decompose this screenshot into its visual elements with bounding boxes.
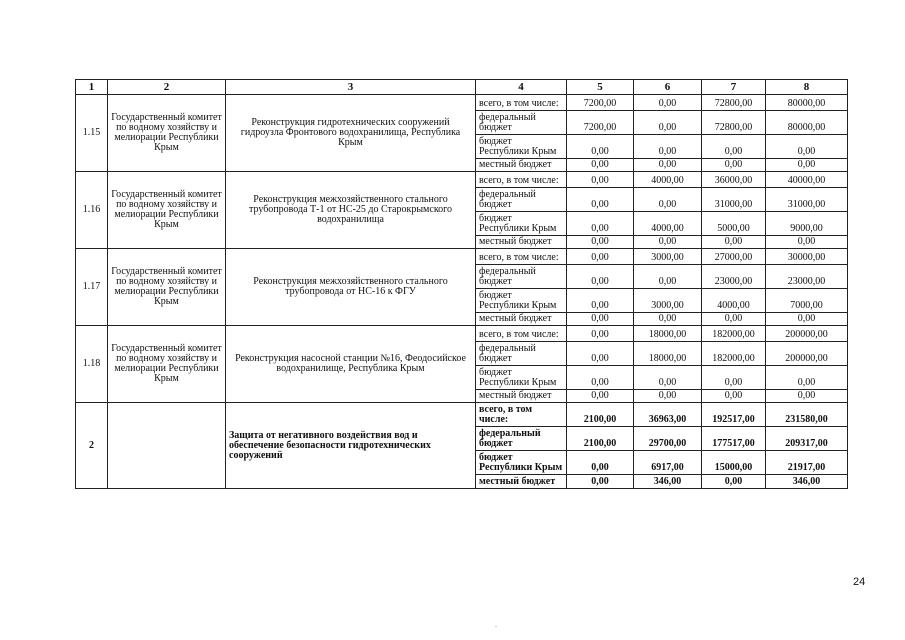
funding-source: всего, в том числе:: [476, 95, 567, 111]
value-col-8: 209317,00: [766, 427, 848, 451]
value-col-6: 0,00: [634, 188, 702, 212]
funding-source: федеральный бюджет: [476, 427, 567, 451]
value-col-5: 0,00: [567, 159, 634, 172]
value-col-8: 0,00: [766, 313, 848, 326]
value-col-7: 177517,00: [702, 427, 766, 451]
value-col-5: 0,00: [567, 265, 634, 289]
value-col-7: 0,00: [702, 135, 766, 159]
table-body: [76, 80, 848, 489]
header-cell-6: 6: [634, 80, 702, 95]
value-col-5: 7200,00: [567, 111, 634, 135]
value-col-6: 4000,00: [634, 172, 702, 188]
row-number: 1.17: [76, 249, 108, 326]
measure-name: Реконструкция гидротехнических сооружений гидроузла Фронтового водохранилища, Республика Крым: [226, 95, 476, 172]
row-number: 1.15: [76, 95, 108, 172]
responsible-org: Государственный комитет по водному хозяйству и мелиорации Республики Крым: [108, 95, 226, 172]
value-col-5: 2100,00: [567, 403, 634, 427]
value-col-6: 0,00: [634, 236, 702, 249]
value-col-8: 200000,00: [766, 326, 848, 342]
responsible-org: Государственный комитет по водному хозяйству и мелиорации Республики Крым: [108, 326, 226, 403]
value-col-6: 0,00: [634, 366, 702, 390]
value-col-7: 0,00: [702, 236, 766, 249]
funding-source: местный бюджет: [476, 390, 567, 403]
value-col-5: 0,00: [567, 135, 634, 159]
funding-source: федеральный бюджет: [476, 111, 567, 135]
measure-name: Реконструкция межхозяйственного стального трубопровода Т-1 от НС-25 до Старокрымского водохранилища: [226, 172, 476, 249]
measure-name: Реконструкция межхозяйственного стального трубопровода от НС-16 к ФГУ: [226, 249, 476, 326]
row-number: 2: [76, 403, 108, 489]
value-col-7: 0,00: [702, 366, 766, 390]
value-col-8: 7000,00: [766, 289, 848, 313]
header-cell-8: 8: [766, 80, 848, 95]
row-number: 1.16: [76, 172, 108, 249]
funding-source: бюджет Республики Крым: [476, 135, 567, 159]
funding-source: местный бюджет: [476, 313, 567, 326]
value-col-7: 0,00: [702, 390, 766, 403]
funding-source: всего, в том числе:: [476, 326, 567, 342]
funding-source: федеральный бюджет: [476, 342, 567, 366]
value-col-5: 2100,00: [567, 427, 634, 451]
funding-source: федеральный бюджет: [476, 265, 567, 289]
page-number: 24: [853, 576, 866, 588]
value-col-8: 0,00: [766, 236, 848, 249]
value-col-6: 4000,00: [634, 212, 702, 236]
funding-source: федеральный бюджет: [476, 188, 567, 212]
value-col-7: 4000,00: [702, 289, 766, 313]
value-col-7: 0,00: [702, 159, 766, 172]
value-col-6: 0,00: [634, 313, 702, 326]
value-col-5: 0,00: [567, 289, 634, 313]
value-col-8: 9000,00: [766, 212, 848, 236]
value-col-7: 182000,00: [702, 342, 766, 366]
value-col-5: 0,00: [567, 342, 634, 366]
funding-source: бюджет Республики Крым: [476, 451, 567, 475]
value-col-7: 15000,00: [702, 451, 766, 475]
measure-name: Реконструкция насосной станции №16, Феодосийское водохранилище, Республика Крым: [226, 326, 476, 403]
value-col-6: 18000,00: [634, 342, 702, 366]
responsible-org: Государственный комитет по водному хозяйству и мелиорации Республики Крым: [108, 249, 226, 326]
value-col-8: 0,00: [766, 135, 848, 159]
funding-source: бюджет Республики Крым: [476, 366, 567, 390]
funding-source: всего, в том числе:: [476, 403, 567, 427]
value-col-8: 80000,00: [766, 111, 848, 135]
value-col-8: 21917,00: [766, 451, 848, 475]
value-col-5: 0,00: [567, 172, 634, 188]
page-mark: .: [495, 620, 497, 629]
value-col-5: 0,00: [567, 451, 634, 475]
value-col-8: 23000,00: [766, 265, 848, 289]
value-col-6: 29700,00: [634, 427, 702, 451]
value-col-6: 3000,00: [634, 289, 702, 313]
value-col-5: 7200,00: [567, 95, 634, 111]
value-col-8: 31000,00: [766, 188, 848, 212]
funding-source: бюджет Республики Крым: [476, 289, 567, 313]
value-col-8: 30000,00: [766, 249, 848, 265]
value-col-8: 80000,00: [766, 95, 848, 111]
value-col-8: 0,00: [766, 159, 848, 172]
value-col-5: 0,00: [567, 475, 634, 489]
value-col-7: 23000,00: [702, 265, 766, 289]
table-row: [76, 95, 848, 111]
value-col-7: 72800,00: [702, 111, 766, 135]
value-col-6: 0,00: [634, 111, 702, 135]
value-col-5: 0,00: [567, 249, 634, 265]
value-col-6: 0,00: [634, 159, 702, 172]
value-col-5: 0,00: [567, 236, 634, 249]
header-cell-7: 7: [702, 80, 766, 95]
header-cell-3: 3: [226, 80, 476, 95]
header-cell-2: 2: [108, 80, 226, 95]
value-col-7: 0,00: [702, 475, 766, 489]
value-col-7: 192517,00: [702, 403, 766, 427]
value-col-6: 346,00: [634, 475, 702, 489]
value-col-5: 0,00: [567, 212, 634, 236]
funding-source: всего, в том числе:: [476, 172, 567, 188]
value-col-6: 18000,00: [634, 326, 702, 342]
budget-table: [75, 79, 848, 489]
value-col-6: 36963,00: [634, 403, 702, 427]
table-row: [76, 249, 848, 265]
funding-source: местный бюджет: [476, 475, 567, 489]
value-col-6: 0,00: [634, 265, 702, 289]
value-col-7: 36000,00: [702, 172, 766, 188]
value-col-6: 6917,00: [634, 451, 702, 475]
value-col-7: 5000,00: [702, 212, 766, 236]
value-col-7: 27000,00: [702, 249, 766, 265]
value-col-7: 0,00: [702, 313, 766, 326]
table-row: [76, 172, 848, 188]
value-col-8: 200000,00: [766, 342, 848, 366]
value-col-7: 31000,00: [702, 188, 766, 212]
value-col-6: 3000,00: [634, 249, 702, 265]
responsible-org: [108, 403, 226, 489]
table-row: [76, 403, 848, 427]
responsible-org: Государственный комитет по водному хозяйству и мелиорации Республики Крым: [108, 172, 226, 249]
funding-source: местный бюджет: [476, 159, 567, 172]
value-col-5: 0,00: [567, 188, 634, 212]
value-col-6: 0,00: [634, 135, 702, 159]
value-col-5: 0,00: [567, 326, 634, 342]
funding-source: местный бюджет: [476, 236, 567, 249]
value-col-5: 0,00: [567, 390, 634, 403]
value-col-6: 0,00: [634, 95, 702, 111]
value-col-7: 182000,00: [702, 326, 766, 342]
row-number: 1.18: [76, 326, 108, 403]
header-cell-1: 1: [76, 80, 108, 95]
value-col-7: 72800,00: [702, 95, 766, 111]
value-col-8: 40000,00: [766, 172, 848, 188]
value-col-8: 231580,00: [766, 403, 848, 427]
value-col-8: 0,00: [766, 390, 848, 403]
header-row: [76, 80, 848, 95]
value-col-5: 0,00: [567, 366, 634, 390]
funding-source: всего, в том числе:: [476, 249, 567, 265]
funding-source: бюджет Республики Крым: [476, 212, 567, 236]
value-col-6: 0,00: [634, 390, 702, 403]
measure-name: Защита от негативного воздействия вод и обеспечение безопасности гидротехнических сооружений: [226, 403, 476, 489]
value-col-8: 0,00: [766, 366, 848, 390]
value-col-5: 0,00: [567, 313, 634, 326]
value-col-8: 346,00: [766, 475, 848, 489]
header-cell-4: 4: [476, 80, 567, 95]
header-cell-5: 5: [567, 80, 634, 95]
table-row: [76, 326, 848, 342]
